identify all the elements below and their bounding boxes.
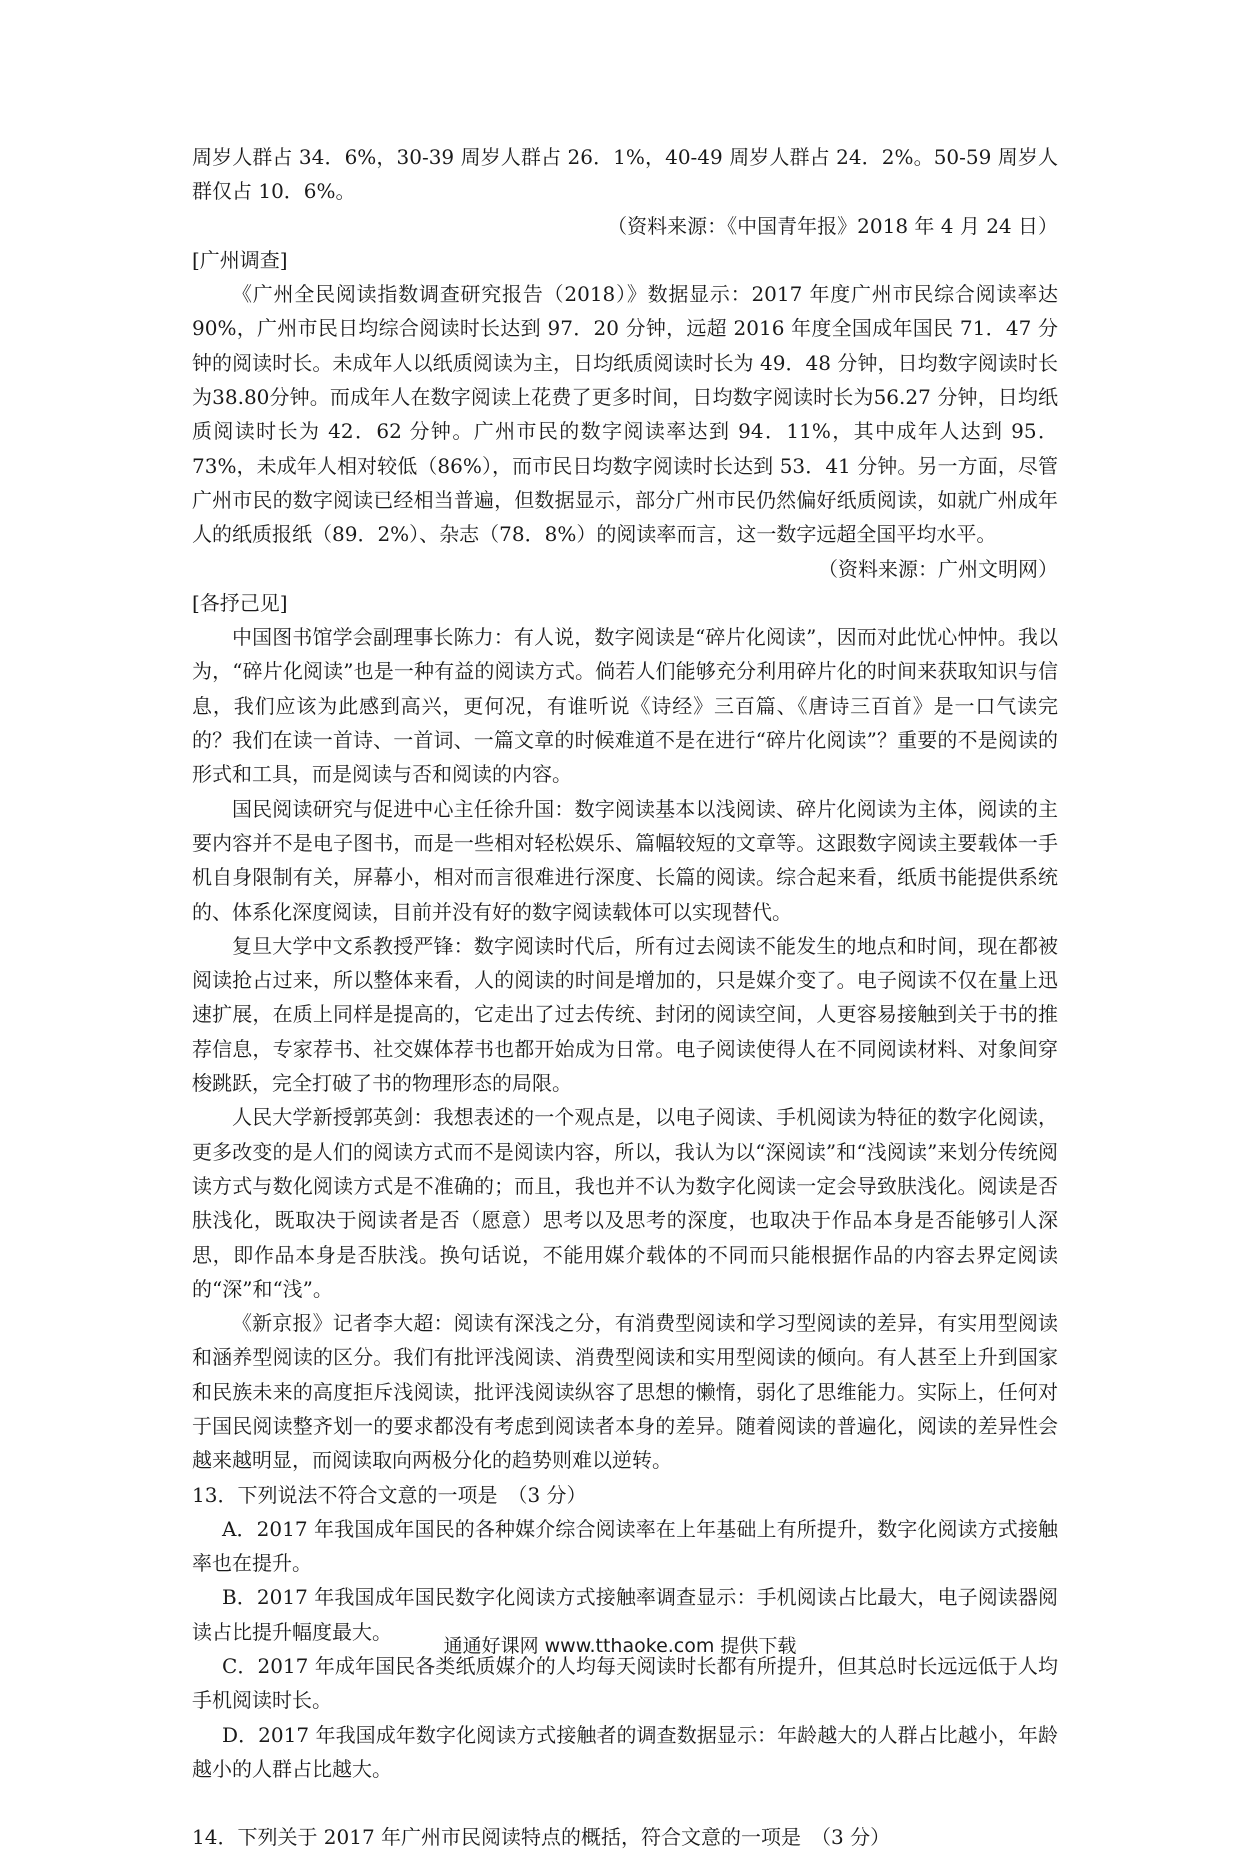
opinion-yan-feng: 复旦大学中文系教授严锋：数字阅读时代后，所有过去阅读不能发生的地点和时间，现在都被阅读抢占过来，所以整体来看，人的阅读的时间是增加的，只是媒介变了。电子阅读不仅在量上迅速扩展，在质上同样是提高的，它走出了过去传统、封闭的阅读空间，人更容易接触到关于书的推荐信息，专家荐书、社交媒体荐书也都开始成为日常。电子阅读使得人在不同阅读材料、对象间穿梭跳跃，完全打破了书的物理形态的局限。 [192,933,1058,1096]
guangzhou-source: （资料来源：广州文明网） [818,556,1058,581]
question-13-option-d: D．2017 年我国成年数字化阅读方式接触者的调查数据显示：年龄越大的人群占比越小，年龄越小的人群占比越大。 [192,1722,1058,1781]
question-13-option-a: A．2017 年我国成年国民的各种媒介综合阅读率在上年基础上有所提升，数字化阅读方式接触率也在提升。 [192,1516,1058,1576]
intro-paragraph: 周岁人群占 34．6%，30-39 周岁人群占 26．1%，40-49 周岁人群占 24．2%。50-59 周岁人群仅占 10．6%。 [192,145,1058,204]
guangzhou-paragraph: 《广州全民阅读指数调查研究报告（2018）》数据显示：2017 年度广州市民综合阅读率达 90%，广州市民日均综合阅读时长达到 97．20 分钟，远超 2016 年度全国成年国民 71．47 分钟的阅读时长。未成年人以纸质阅读为主，日均纸质阅读时长为 49．48 分钟，日均数字阅读时长为38.80分钟。而成年人在数字阅读上花费了更多时间，日均数字阅读时长为56.27 分钟，日均纸质阅读时长为 42．62 分钟。广州市民的数字阅读率达到 94．11%，其中成年人达到 95．73%，未成年人相对较低（86%），而市民日均数字阅读时长达到 53．41 分钟。另一方面，尽管广州市民的数字阅读已经相当普遍，但数据显示，部分广州市民仍然偏好纸质阅读，如就广州成年人的纸质报纸（89．2%）、杂志（78．8%）的阅读率而言，这一数字远超全国平均水平。 [192,282,1058,547]
guangzhou-heading: [广州调查] [192,247,288,272]
question-13-stem: 13．下列说法不符合文意的一项是 （3 分） [192,1482,587,1507]
opinion-li-dachao: 《新京报》记者李大超：阅读有深浅之分，有消费型阅读和学习型阅读的差异，有实用型阅读和涵养型阅读的区分。我们有批评浅阅读、消费型阅读和实用型阅读的倾向。有人甚至上升到国家和民族未来的高度拒斥浅阅读，批评浅阅读纵容了思想的懒惰，弱化了思维能力。实际上，任何对于国民阅读整齐划一的要求都没有考虑到阅读者本身的差异。随着阅读的普遍化，阅读的差异性会越来越明显，而阅读取向两极分化的趋势则难以逆转。 [192,1311,1058,1473]
question-13-option-c: C．2017 年成年国民各类纸质媒介的人均每天阅读时长都有所提升，但其总时长远远低于人均手机阅读时长。 [192,1654,1058,1713]
opinion-chen-li: 中国图书馆学会副理事长陈力：有人说，数字阅读是“碎片化阅读”，因而对此忧心忡忡。我以为，“碎片化阅读”也是一种有益的阅读方式。倘若人们能够充分利用碎片化的时间来获取知识与信息，我们应该为此感到高兴，更何况，有谁听说《诗经》三百篇、《唐诗三百首》是一口气读完的？我们在读一首诗、一首词、一篇文章的时候难道不是在进行“碎片化阅读”？重要的不是阅读的形式和工具，而是阅读与否和阅读的内容。 [192,625,1058,787]
opinion-guo-yingjian: 人民大学新授郭英剑：我想表述的一个观点是，以电子阅读、手机阅读为特征的数字化阅读，更多改变的是人们的阅读方式而不是阅读内容，所以，我认为以“深阅读”和“浅阅读”来划分传统阅读方式与数化阅读方式是不准确的；而且，我也并不认为数字化阅读一定会导致肤浅化。阅读是否肤浅化，既取决于阅读者是否（愿意）思考以及思考的深度，也取决于作品本身是否能够引人深思，即作品本身是否肤浅。换句话说，不能用媒介载体的不同而只能根据作品的内容去界定阅读的“深”和“浅”。 [192,1105,1058,1301]
question-14-stem: 14．下列关于 2017 年广州市民阅读特点的概括，符合文意的一项是 （3 分） [192,1825,891,1850]
question-13-option-b: B．2017 年我国成年国民数字化阅读方式接触率调查显示：手机阅读占比最大，电子阅读器阅读占比提升幅度最大。 [192,1585,1058,1644]
intro-source: （资料来源：《中国青年报》2018 年 4 月 24 日） [607,213,1058,238]
opinion-xu-shengguo: 国民阅读研究与促进中心主任徐升国：数字阅读基本以浅阅读、碎片化阅读为主体，阅读的主要内容并不是电子图书，而是一些相对轻松娱乐、篇幅较短的文章等。这跟数字阅读主要载体一手机自身限制有关，屏幕小，相对而言很难进行深度、长篇的阅读。综合起来看，纸质书能提供系统的、体系化深度阅读，目前并没有好的数字阅读载体可以实现替代。 [192,796,1058,924]
opinions-heading: [各抒己见] [192,590,288,615]
download-footer: 通通好课网 www.tthaoke.com 提供下载 [443,1635,797,1657]
document-page [192,140,1058,1855]
